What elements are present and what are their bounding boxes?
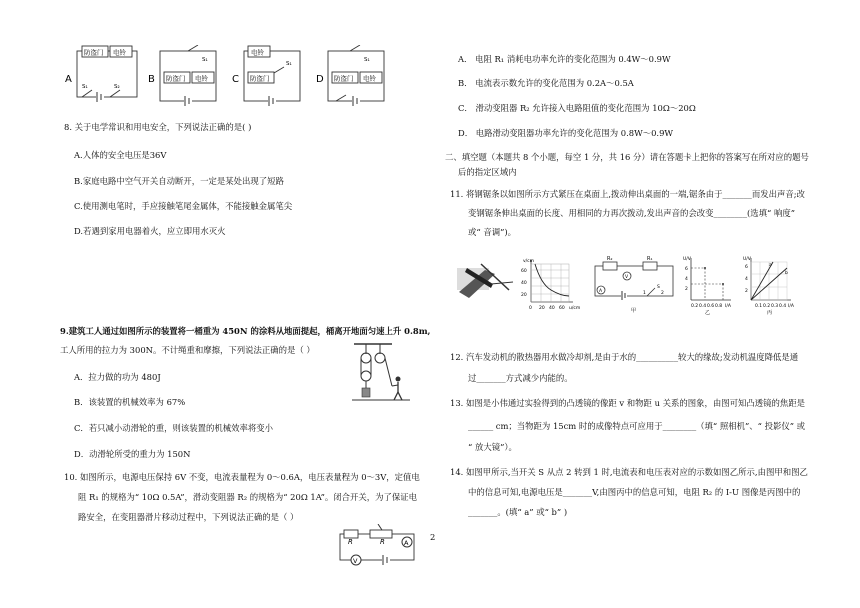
- svg-text:丙: 丙: [767, 310, 773, 316]
- q14-line3: _______。(填“ a” 或“ b” ): [468, 507, 568, 517]
- lens-graph: [521, 258, 580, 311]
- svg-text:60: 60: [521, 269, 527, 274]
- svg-text:1: 1: [643, 291, 646, 296]
- svg-text:R: R: [380, 538, 385, 546]
- svg-text:0.4: 0.4: [779, 304, 787, 309]
- q9-option-a: A．拉力做的功为 480J: [74, 372, 161, 382]
- saw-blade-illustration: [457, 264, 513, 298]
- svg-text:A: A: [404, 539, 409, 547]
- svg-text:b: b: [785, 271, 788, 276]
- svg-text:2: 2: [685, 287, 688, 292]
- svg-text:0: 0: [529, 306, 532, 311]
- svg-text:S₁: S₁: [364, 57, 370, 63]
- svg-text:0.6: 0.6: [707, 304, 715, 309]
- circuit-jia: [595, 256, 673, 314]
- option-letter-b: B: [148, 74, 155, 85]
- svg-text:6: 6: [685, 267, 688, 272]
- section2-title-line1: 二、填空题（本题共 8 个小题，每空 1 分，共 16 分）请在答题卡上把你的答案写在所对应的题号: [445, 152, 809, 162]
- option-letter-a: A: [65, 74, 72, 85]
- option-letter-c: C: [232, 74, 239, 85]
- svg-text:20: 20: [539, 306, 545, 311]
- q11-line2: 变钢锯条伸出桌面的长度、用相同的力再次拨动,发出声音的会改变________(选填“ 响度”: [468, 208, 796, 218]
- svg-text:U/V: U/V: [743, 257, 751, 262]
- section2-title-line2: 后的指定区域内: [458, 167, 517, 177]
- page-number: 2: [430, 532, 436, 542]
- q13-line2: ______ cm；当物距为 15cm 时的成像特点可应用于________（填“ 照相机”、“ 投影仪” 或: [468, 421, 806, 431]
- q10-option-d: D． 电路滑动变阻器功率允许的变化范围为 0.8W～0.9W: [458, 128, 674, 138]
- svg-text:防盗门: 防盗门: [84, 48, 104, 57]
- svg-text:A: A: [599, 289, 603, 294]
- svg-text:60: 60: [559, 306, 565, 311]
- svg-text:S: S: [657, 285, 660, 290]
- svg-text:20: 20: [521, 293, 527, 298]
- svg-text:防盗门: 防盗门: [250, 74, 270, 83]
- svg-text:a: a: [769, 263, 772, 268]
- svg-text:甲: 甲: [631, 308, 637, 314]
- svg-text:防盗门: 防盗门: [334, 74, 354, 83]
- svg-text:0.8: 0.8: [715, 304, 723, 309]
- q10-line1: 10. 如图所示，电源电压保持 6V 不变，电流表量程为 0～0.6A，电压表量程为 0～3V，定值电: [64, 472, 420, 482]
- pulley-figure: [352, 342, 412, 404]
- q10-option-b: B． 电流表示数允许的变化范围为 0.2A～0.5A: [458, 78, 634, 88]
- svg-text:V: V: [353, 557, 358, 565]
- q10-line2: 阻 R₁ 的规格为“ 10Ω 0.5A”，滑动变阻器 R₂ 的规格为“ 20Ω 1A”。闭合开关，为了保证电: [78, 492, 417, 502]
- svg-text:S₁: S₁: [202, 57, 208, 63]
- svg-text:4: 4: [745, 277, 748, 282]
- q14-line2: 中的信息可知,电源电压是_______V,由图丙中的信息可知，电阻 R₂ 的 I-U 图像是丙图中的: [468, 487, 801, 497]
- q10-option-a: A． 电阻 R₁ 消耗电功率允许的变化范围为 0.4W～0.9W: [458, 54, 671, 64]
- q9-option-b: B．该装置的机械效率为 67%: [74, 397, 186, 407]
- circuit-option-b: [148, 45, 216, 106]
- q12-line1: 12. 汽车发动机的散热器用水做冷却剂,是由于水的__________较大的缘故;发动机温度降低是通: [450, 352, 799, 362]
- svg-text:防盗门: 防盗门: [166, 74, 186, 83]
- q8-option-a: A.人体的安全电压是36V: [74, 150, 167, 160]
- option-letter-d: D: [316, 74, 324, 85]
- q8-option-b: B.家庭电路中空气开关自动断开，一定是某处出现了短路: [74, 176, 284, 186]
- svg-text:R₁: R₁: [647, 256, 653, 262]
- q9-option-d: D．动滑轮所受的重力为 150N: [74, 449, 191, 459]
- svg-text:乙: 乙: [705, 310, 711, 316]
- circuit-option-c: [232, 46, 300, 106]
- svg-text:0.3: 0.3: [771, 304, 779, 309]
- q10-option-c: C． 滑动变阻器 R₂ 允许接入电路阻值的变化范围为 10Ω～20Ω: [458, 103, 696, 113]
- svg-text:电铃: 电铃: [251, 48, 264, 57]
- svg-text:V: V: [625, 275, 629, 280]
- svg-text:0.2: 0.2: [691, 304, 699, 309]
- svg-text:R₂: R₂: [607, 256, 613, 262]
- q11-line3: 或“ 音调”)。: [468, 227, 516, 237]
- q14-line1: 14. 如图甲所示,当开关 S 从点 2 转到 1 时,电流表和电压表对应的示数如图乙所示,由图甲和图乙: [450, 467, 808, 477]
- svg-text:40: 40: [521, 281, 527, 286]
- svg-text:R: R: [348, 538, 353, 546]
- q8-stem: 8. 关于电学常识和用电安全，下列说法正确的是( ): [64, 122, 252, 132]
- circuit-option-d: [316, 45, 384, 106]
- q9-stem-line2: 工人所用的拉力为 300N。不计绳重和摩擦，下列说法正确的是（ ）: [60, 345, 315, 355]
- svg-text:U/V: U/V: [683, 257, 691, 262]
- svg-text:v/cm: v/cm: [523, 259, 535, 264]
- svg-text:0.1: 0.1: [755, 304, 763, 309]
- svg-text:0.2: 0.2: [763, 304, 771, 309]
- svg-text:电铃: 电铃: [113, 48, 126, 57]
- q10-line3: 路安全，在变阻器滑片移动过程中，下列说法正确的是（ ）: [78, 512, 299, 522]
- svg-text:S₁: S₁: [82, 84, 88, 90]
- svg-text:电铃: 电铃: [363, 74, 376, 83]
- q13-line3: “ 放大镜”）。: [468, 442, 517, 452]
- q10-circuit-figure: [336, 524, 436, 568]
- svg-text:0.4: 0.4: [699, 304, 707, 309]
- q13-line1: 13. 如图是小伟通过实验得到的凸透镜的像距 v 和物距 u 关系的图象，由图可知凸透镜的焦距是: [450, 398, 806, 408]
- svg-text:2: 2: [745, 289, 748, 294]
- svg-text:40: 40: [549, 306, 555, 311]
- svg-text:2: 2: [661, 291, 664, 296]
- svg-text:I/A: I/A: [788, 304, 794, 309]
- q12-line2: 过_______方式减少内能的。: [468, 373, 573, 383]
- q8-option-c: C.使用测电笔时，手应接触笔尾金属体，不能接触金属笔尖: [74, 201, 293, 211]
- svg-text:u/cm: u/cm: [569, 306, 581, 311]
- graph-yi: [683, 256, 732, 316]
- svg-text:4: 4: [685, 277, 688, 282]
- q8-option-d: D.若遇到家用电器着火，应立即用水灭火: [74, 226, 226, 236]
- q11-q14-figures: [455, 254, 800, 316]
- svg-text:电铃: 电铃: [195, 74, 208, 83]
- svg-text:6: 6: [745, 265, 748, 270]
- graph-bing: [743, 256, 795, 316]
- circuit-options-figure: [60, 45, 390, 115]
- svg-text:I/A: I/A: [725, 304, 731, 309]
- svg-text:S₂: S₂: [114, 84, 120, 90]
- svg-text:S₁: S₁: [286, 61, 292, 67]
- q9-option-c: C．若只减小动滑轮的重，则该装置的机械效率将变小: [74, 423, 274, 433]
- circuit-option-a: [65, 46, 137, 102]
- q11-line1: 11. 将钢锯条以如图所示方式紧压在桌面上,拨动伸出桌面的一端,锯条由于_______而发出声音;改: [450, 189, 805, 199]
- q9-stem-line1: 9.建筑工人通过如图所示的装置将一桶重为 450N 的涂料从地面提起，桶离开地面匀速上升 0.8m,: [60, 326, 431, 336]
